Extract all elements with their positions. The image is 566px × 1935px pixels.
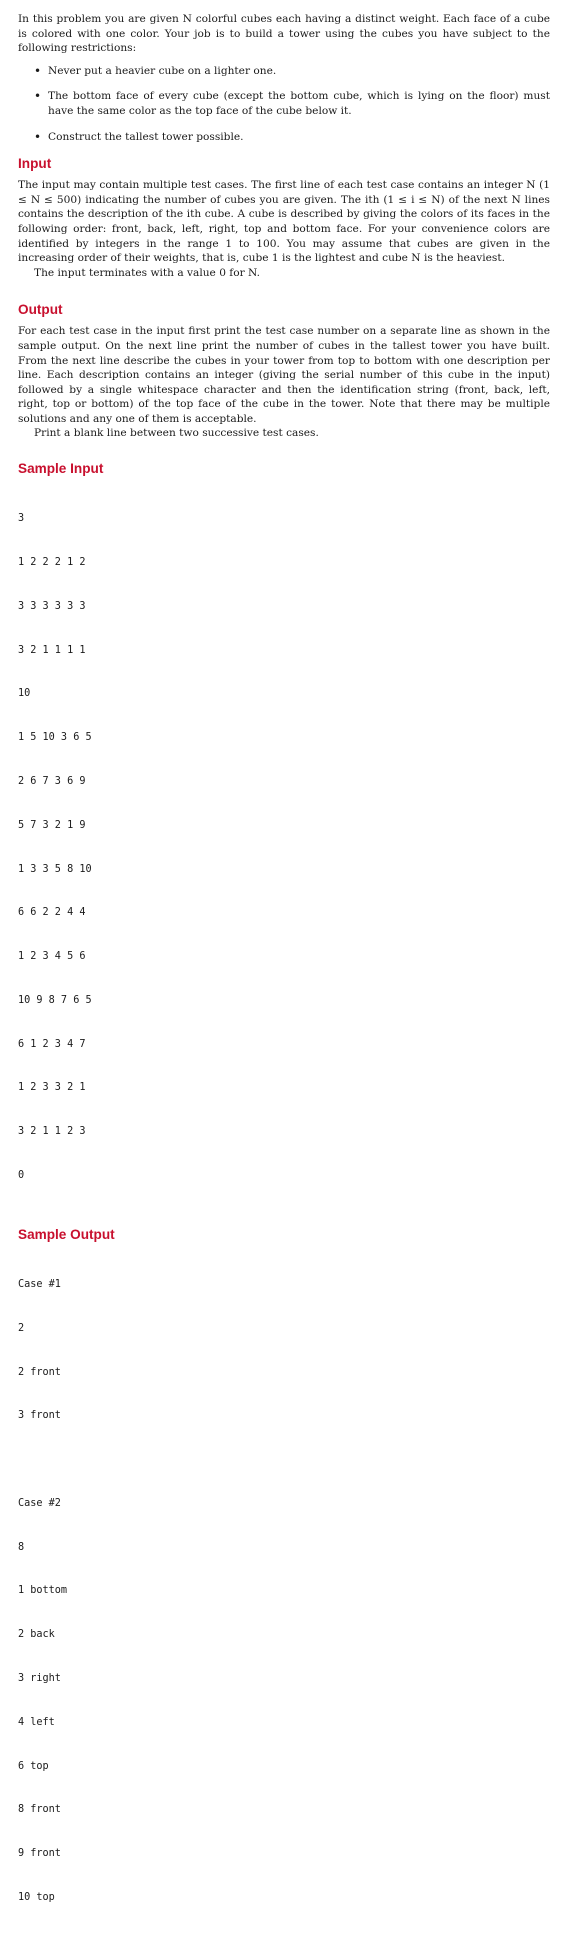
code-line: 1 2 3 3 2 1 [18,1082,86,1094]
code-line: 10 [18,688,31,700]
code-line: 3 right [18,1672,61,1684]
sample-input-block [18,483,550,1213]
code-line: 10 top [18,1891,55,1903]
code-line: 6 1 2 3 4 7 [18,1038,86,1050]
code-line: 2 [18,1322,25,1334]
code-line: 9 front [18,1848,61,1860]
restriction-item: • Construct the tallest tower possible. [48,130,550,145]
code-line: 2 front [18,1366,61,1378]
output-blank-line-note: Print a blank line between two successive test cases. [34,427,319,440]
code-line: 5 7 3 2 1 9 [18,819,86,831]
code-line: 1 2 3 4 5 6 [18,951,86,963]
code-line: 3 [18,513,25,525]
code-line: 1 bottom [18,1585,68,1597]
code-line: 3 2 1 1 1 1 [18,644,86,656]
output-heading: Output [18,302,63,318]
input-paragraph: The input may contain multiple test cases. The first line of each test case contains an integer N (1 ≤ N ≤ 500) indicating the number of cubes you are given. The ith (1 ≤ i ≤ N) of the next N lines contains the description of the ith cube. A cube is described by giving the colors of its faces in the following order: front, back, left, right, top and bottom face. For your convenience colors are identified by integers in the range 1 to 100. You may assume that cubes are given in the increasing order of their weights, that is, cube 1 is the lightest and cube N is the heaviest. [18,179,550,265]
restrictions-list [18,64,550,144]
sample-output-block [18,1249,550,1935]
code-line: 2 6 7 3 6 9 [18,775,86,787]
input-heading: Input [18,156,52,172]
code-line: 6 6 2 2 4 4 [18,907,86,919]
intro-paragraph: In this problem you are given N colorful cubes each having a distinct weight. Each face of a cube is colored with one color. Your job is to build a tower using the cubes you have subject to the following restrictions: [18,13,550,55]
blank-line [18,1453,550,1468]
code-line: 1 2 2 2 1 2 [18,557,86,569]
sample-input-heading: Sample Input [18,461,104,477]
code-line: 3 front [18,1410,61,1422]
input-terminator-note: The input terminates with a value 0 for N. [34,266,260,279]
restriction-item: • The bottom face of every cube (except the bottom cube, which is lying on the floor) must have the same color as the top face of the cube below it. [48,89,550,118]
problem-statement [18,12,550,1935]
code-line: 8 front [18,1804,61,1816]
code-line: 1 3 3 5 8 10 [18,863,92,875]
code-line: 6 top [18,1760,49,1772]
code-line: 4 left [18,1716,55,1728]
code-line: 3 2 1 1 2 3 [18,1126,86,1138]
output-paragraph: For each test case in the input first print the test case number on a separate line as shown in the sample output. On the next line print the number of cubes in the tallest tower you have built. From the next line describe the cubes in your tower from top to bottom with one description per line. Each description contains an integer (giving the serial number of this cube in the input) followed by a single whitespace character and then the identification string (front, back, left, right, top or bottom) of the top face of the cube in the tower. Note that there may be multiple solutions and any one of them is acceptable. [18,325,550,425]
code-line: 3 3 3 3 3 3 [18,600,86,612]
code-line: Case #1 [18,1278,61,1290]
code-line: 1 5 10 3 6 5 [18,732,92,744]
code-line: 0 [18,1169,25,1181]
code-line: 8 [18,1541,25,1553]
restriction-item: • Never put a heavier cube on a lighter one. [48,64,550,79]
code-line: 10 9 8 7 6 5 [18,994,92,1006]
sample-output-heading: Sample Output [18,1226,115,1242]
code-line: Case #2 [18,1497,61,1509]
code-line: 2 back [18,1629,55,1641]
